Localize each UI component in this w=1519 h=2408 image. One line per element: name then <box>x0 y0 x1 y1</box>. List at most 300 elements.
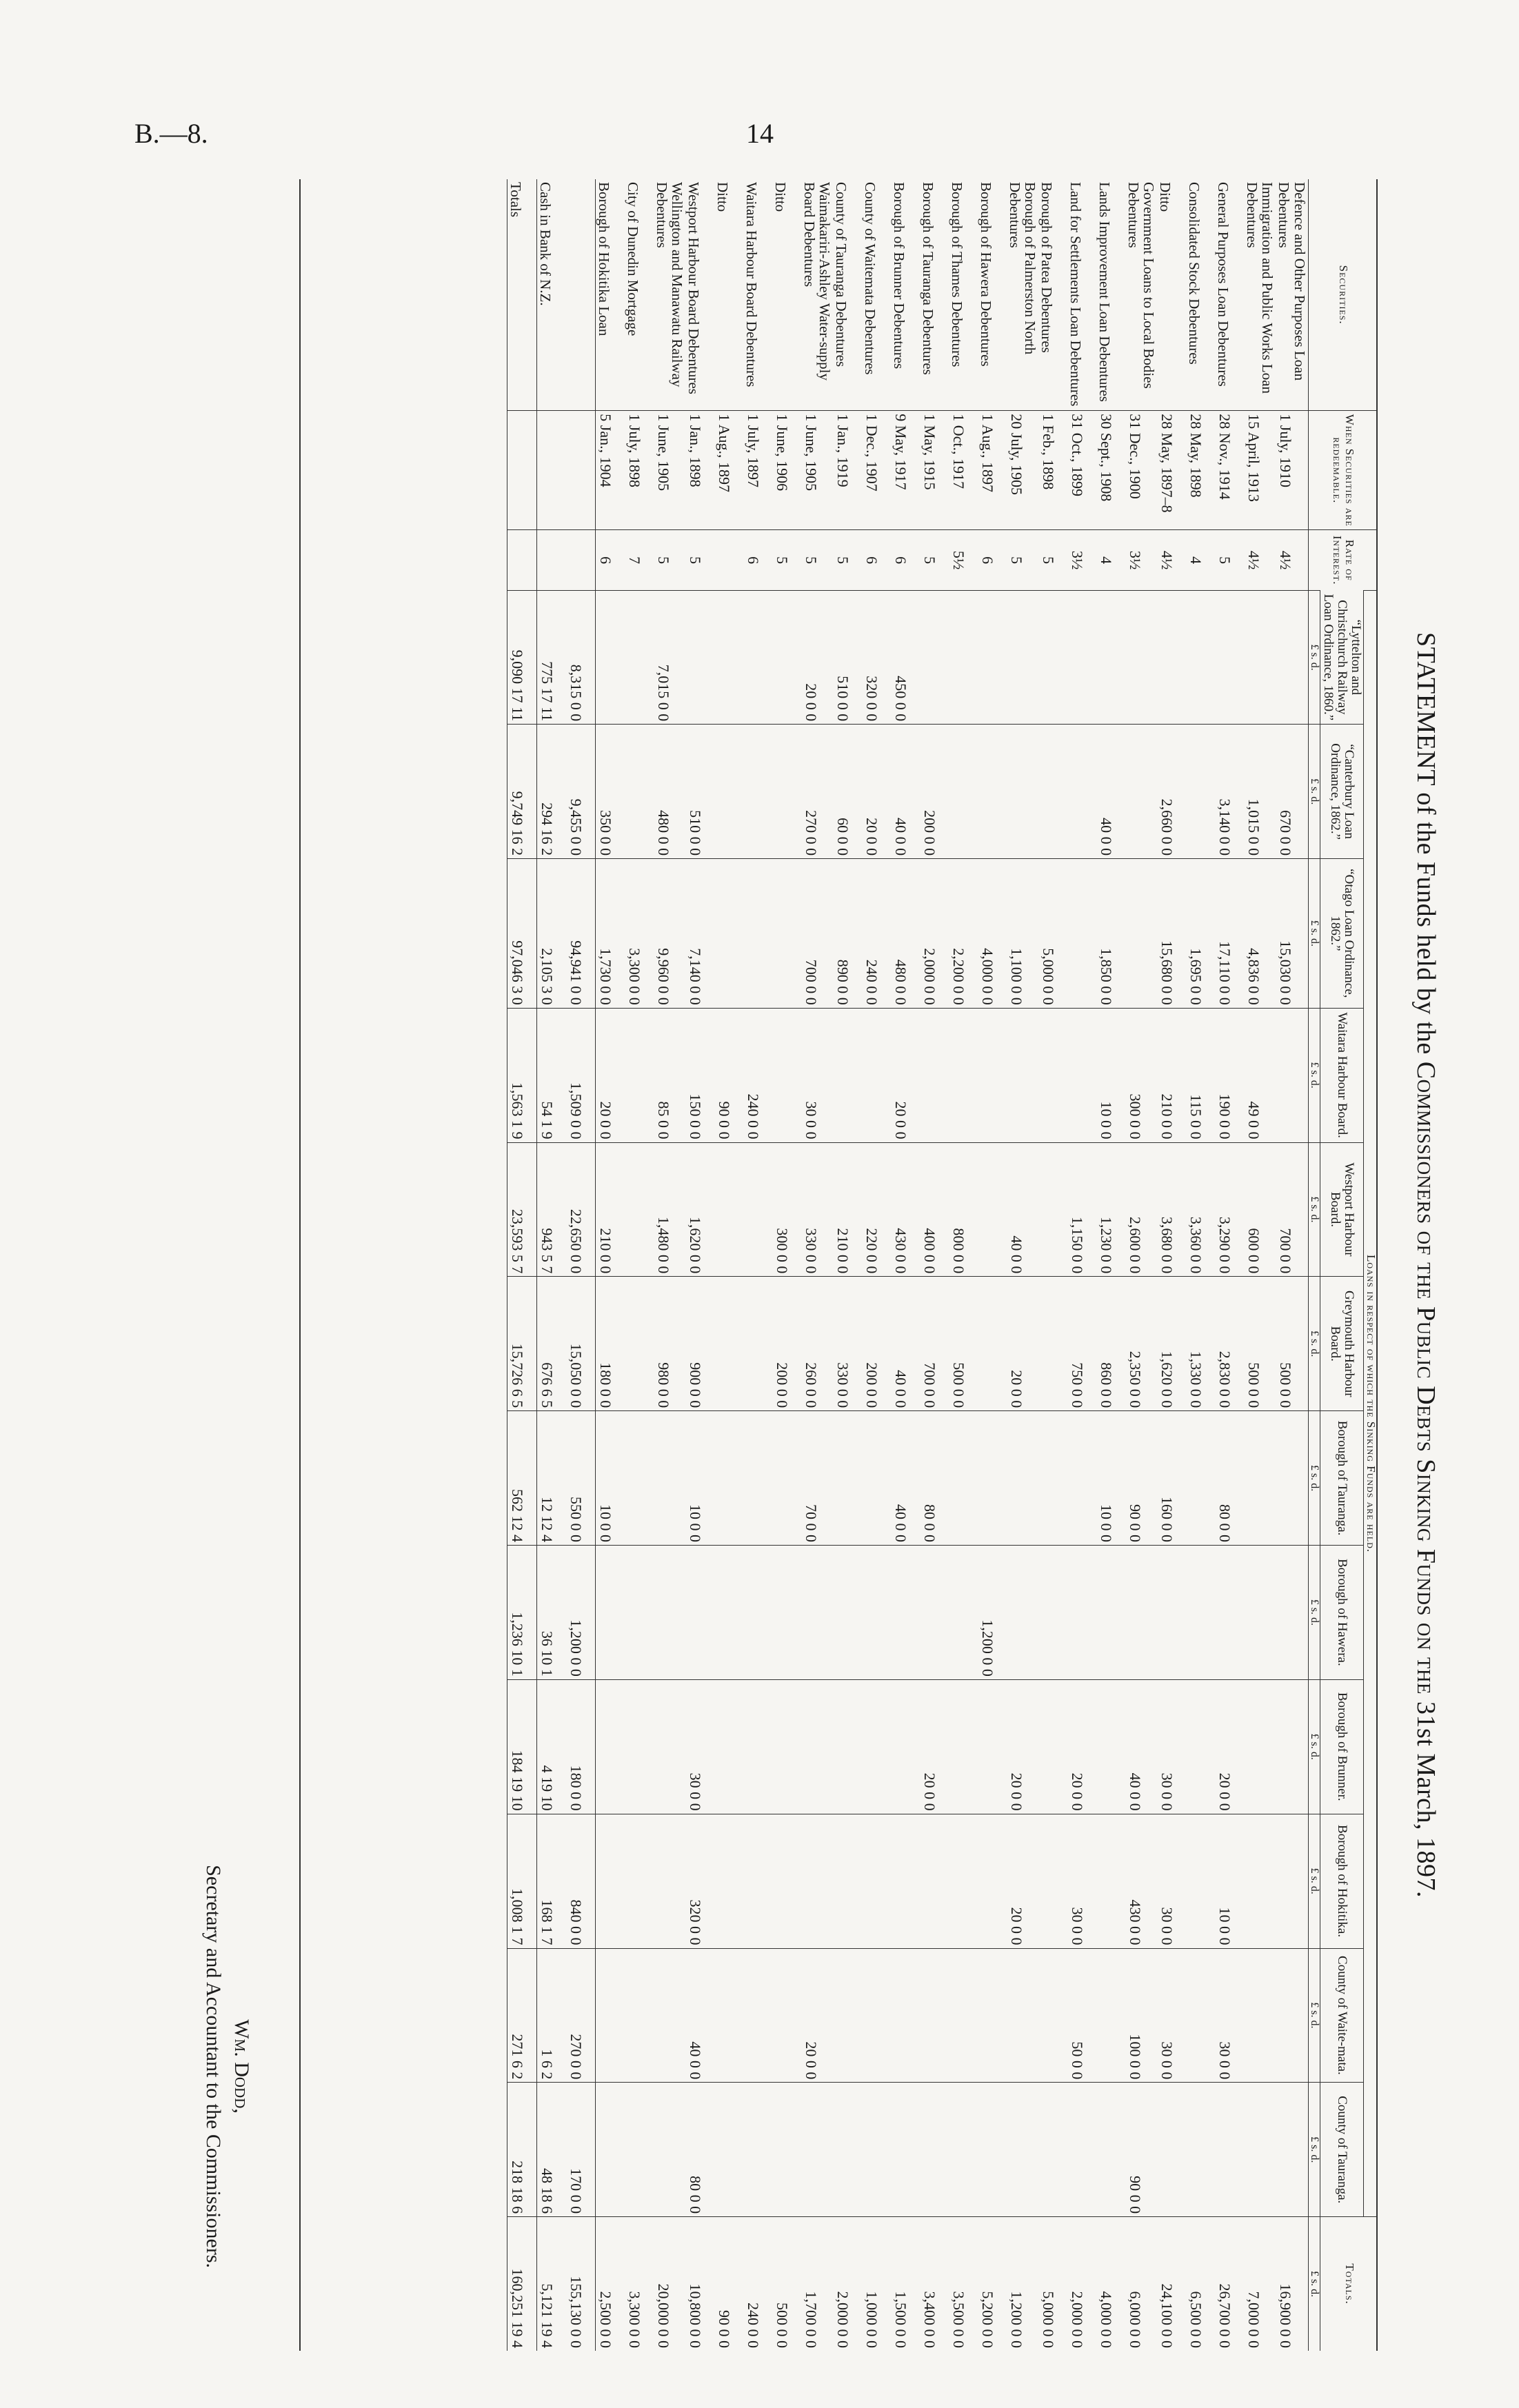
loan-amount <box>1157 591 1186 725</box>
loan-amount <box>801 2083 833 2217</box>
redeemable-date: 1 Jan., 1898 <box>685 411 714 530</box>
loan-amount <box>714 1948 743 2083</box>
loan-amount <box>801 1546 833 1680</box>
loan-amount: 80 0 0 <box>920 1411 949 1546</box>
loan-amount: 3,300 0 0 <box>625 859 654 1009</box>
loan-amount <box>920 2083 949 2217</box>
loan-amount <box>1096 1814 1125 1948</box>
loan-amount <box>1067 725 1096 859</box>
row-total: 2,500 0 0 <box>595 2217 625 2351</box>
loan-amount <box>685 1546 714 1680</box>
loan-amount <box>1038 725 1067 859</box>
loan-amount: 860 0 0 <box>1096 1277 1125 1411</box>
redeemable-date: 1 June, 1905 <box>654 411 685 530</box>
loan-amount <box>949 2083 978 2217</box>
loan-amount <box>1007 1411 1038 1546</box>
security-name: Ditto <box>772 182 789 212</box>
loan-amount: 900 0 0 <box>685 1277 714 1411</box>
loan-amount: 184 19 10 <box>507 1679 536 1814</box>
loan-amount <box>949 1546 978 1680</box>
loan-amount: 22,650 0 0 <box>566 1142 596 1277</box>
loan-amount <box>743 1411 772 1546</box>
loan-amount <box>772 859 801 1009</box>
row-total: 3,400 0 0 <box>920 2217 949 2351</box>
loan-amount <box>595 591 625 725</box>
security-name <box>566 179 596 411</box>
loan-amount: 3,140 0 0 <box>1215 725 1244 859</box>
loan-amount: 300 0 0 <box>1125 1008 1157 1142</box>
unit-label: £ s. d. <box>1308 1814 1320 1948</box>
loan-amount: 750 0 0 <box>1067 1277 1096 1411</box>
table-row <box>833 179 862 2351</box>
loan-amount: 48 18 6 <box>536 2083 566 2217</box>
col-totals: Totals. <box>1320 2217 1378 2351</box>
unit-label: £ s. d. <box>1308 859 1320 1009</box>
loan-amount: 1,730 0 0 <box>595 859 625 1009</box>
security-name: Waitara Harbour Board Debentures <box>743 182 761 387</box>
loan-amount <box>654 1546 685 1680</box>
loan-amount <box>743 859 772 1009</box>
security-name: Land for Settlements Loan Debentures <box>1067 182 1085 407</box>
unit-label: £ s. d. <box>1308 1679 1320 1814</box>
loan-amount: 800 0 0 <box>949 1142 978 1277</box>
interest-rate: 6 <box>743 530 772 591</box>
loan-amount <box>743 1277 772 1411</box>
loan-amount <box>743 2083 772 2217</box>
title-lead: STATEMENT of the Funds held by the <box>1411 631 1440 1055</box>
table-row <box>566 179 596 2351</box>
loan-amount <box>1276 1546 1308 1680</box>
row-total: 1,000 0 0 <box>862 2217 891 2351</box>
table-row <box>1186 179 1215 2351</box>
loan-amount <box>772 591 801 725</box>
loan-amount: 180 0 0 <box>595 1277 625 1411</box>
loan-amount: 562 12 4 <box>507 1411 536 1546</box>
loan-amount <box>772 2083 801 2217</box>
loan-amount <box>862 1546 891 1680</box>
loan-amount: 943 5 7 <box>536 1142 566 1277</box>
loan-amount: 3,360 0 0 <box>1186 1142 1215 1277</box>
redeemable-date: 1 Oct., 1917 <box>949 411 978 530</box>
row-total: 24,100 0 0 <box>1157 2217 1186 2351</box>
loan-amount: 15,050 0 0 <box>566 1277 596 1411</box>
loan-amount <box>1125 1546 1157 1680</box>
loan-amount: 94,941 0 0 <box>566 859 596 1009</box>
col-loan-3: Waitara Harbour Board. <box>1320 1008 1364 1142</box>
loan-amount <box>654 1679 685 1814</box>
loan-amount <box>1186 1814 1215 1948</box>
interest-rate: 4 <box>1186 530 1215 591</box>
interest-rate <box>566 530 596 591</box>
loan-amount: 500 0 0 <box>949 1277 978 1411</box>
unit-label: £ s. d. <box>1308 1948 1320 2083</box>
loan-amount: 168 1 7 <box>536 1814 566 1948</box>
loan-amount: 5,000 0 0 <box>1038 859 1067 1009</box>
loan-amount: 2,000 0 0 <box>920 859 949 1009</box>
security-name: Borough of Tauranga Debentures <box>920 182 937 375</box>
loan-amount <box>1038 1277 1067 1411</box>
loan-amount <box>920 1814 949 1948</box>
loan-amount: 30 0 0 <box>685 1679 714 1814</box>
loan-amount <box>949 725 978 859</box>
loan-amount: 40 0 0 <box>1007 1142 1038 1277</box>
loan-amount <box>862 1008 891 1142</box>
row-total: 3,500 0 0 <box>949 2217 978 2351</box>
loan-amount <box>743 1948 772 2083</box>
loan-amount <box>949 1411 978 1546</box>
loan-amount <box>743 1142 772 1277</box>
loan-amount <box>1007 591 1038 725</box>
loan-amount: 1,509 0 0 <box>566 1008 596 1142</box>
loan-amount: 20 0 0 <box>1007 1814 1038 1948</box>
loan-amount: 100 0 0 <box>1125 1948 1157 2083</box>
security-name: Borough of Hawera Debentures <box>978 182 995 367</box>
page-reference: B.—8. <box>134 118 208 149</box>
redeemable-date: 20 July, 1905 <box>1007 411 1038 530</box>
row-total: 10,800 0 0 <box>685 2217 714 2351</box>
loan-amount: 30 0 0 <box>1157 1948 1186 2083</box>
security-name: County of Tauranga Debentures <box>833 182 850 367</box>
loan-amount <box>833 1948 862 2083</box>
security-name: County of Waitemata Debentures <box>862 182 879 375</box>
loan-amount: 550 0 0 <box>566 1411 596 1546</box>
loan-amount <box>1067 1008 1096 1142</box>
loan-amount: 890 0 0 <box>833 859 862 1009</box>
security-name: Wellington and Manawatu Railway Debentures <box>654 182 686 387</box>
table-row <box>801 179 833 2351</box>
loan-amount: 9,455 0 0 <box>566 725 596 859</box>
table-row <box>625 179 654 2351</box>
interest-rate: 6 <box>595 530 625 591</box>
loan-amount: 90 0 0 <box>714 1008 743 1142</box>
loan-amount <box>743 1546 772 1680</box>
loan-amount <box>714 725 743 859</box>
table-row <box>949 179 978 2351</box>
redeemable-date: 9 May, 1917 <box>891 411 920 530</box>
redeemable-date: 31 Oct., 1899 <box>1067 411 1096 530</box>
loan-amount <box>714 2083 743 2217</box>
loan-amount <box>1007 1546 1038 1680</box>
loan-amount <box>1276 2083 1308 2217</box>
security-name: City of Dunedin Mortgage <box>625 182 642 336</box>
loan-amount <box>1096 2083 1125 2217</box>
loan-amount <box>978 1411 1007 1546</box>
loan-amount <box>801 1814 833 1948</box>
redeemable-date: 31 Dec., 1900 <box>1125 411 1157 530</box>
loan-amount <box>1186 1411 1215 1546</box>
security-name: Waimakariri-Ashley Water-supply Board Debentures <box>801 182 834 381</box>
loan-amount <box>1067 1546 1096 1680</box>
loan-amount: 15,726 6 5 <box>507 1277 536 1411</box>
loan-amount <box>714 1277 743 1411</box>
interest-rate: 4½ <box>1276 530 1308 591</box>
loan-amount <box>1007 2083 1038 2217</box>
loan-amount: 30 0 0 <box>1215 1948 1244 2083</box>
loan-amount <box>1007 1008 1038 1142</box>
loan-amount: 54 1 9 <box>536 1008 566 1142</box>
loan-amount <box>920 1948 949 2083</box>
table-row <box>1215 179 1244 2351</box>
loan-amount: 1,200 0 0 <box>566 1546 596 1680</box>
loan-amount: 40 0 0 <box>891 1411 920 1546</box>
loan-amount: 20 0 0 <box>891 1008 920 1142</box>
loan-amount: 9,749 16 2 <box>507 725 536 859</box>
loan-amount <box>625 1948 654 2083</box>
loan-amount <box>1186 591 1215 725</box>
statement-title <box>1411 179 1441 2351</box>
row-total: 155,130 0 0 <box>566 2217 596 2351</box>
loan-amount <box>1186 1948 1215 2083</box>
loan-amount <box>920 1008 949 1142</box>
loan-amount: 600 0 0 <box>1244 1142 1276 1277</box>
loan-amount <box>654 1948 685 2083</box>
table-row <box>891 179 920 2351</box>
col-loan-7: Borough of Hawera. <box>1320 1546 1364 1680</box>
loan-amount: 20 0 0 <box>801 591 833 725</box>
loan-amount: 400 0 0 <box>920 1142 949 1277</box>
loan-amount: 1,008 1 7 <box>507 1814 536 1948</box>
loan-amount: 2,350 0 0 <box>1125 1277 1157 1411</box>
loan-amount <box>595 2083 625 2217</box>
loan-amount: 210 0 0 <box>833 1142 862 1277</box>
loan-amount: 450 0 0 <box>891 591 920 725</box>
loan-amount <box>625 1679 654 1814</box>
row-total: 5,200 0 0 <box>978 2217 1007 2351</box>
loan-amount <box>1038 1008 1067 1142</box>
table-row <box>1244 179 1276 2351</box>
table-row <box>1038 179 1067 2351</box>
row-total: 3,300 0 0 <box>625 2217 654 2351</box>
redeemable-date: 30 Sept., 1908 <box>1096 411 1125 530</box>
interest-rate: 4 <box>1096 530 1125 591</box>
loan-amount <box>772 1546 801 1680</box>
redeemable-date: 28 Nov., 1914 <box>1215 411 1244 530</box>
loan-amount: 20 0 0 <box>1215 1679 1244 1814</box>
loan-amount: 20 0 0 <box>1007 1277 1038 1411</box>
loan-amount <box>978 725 1007 859</box>
loan-amount <box>1067 2083 1096 2217</box>
loan-amount <box>1244 2083 1276 2217</box>
loan-amount <box>862 1948 891 2083</box>
loan-amount: 90 0 0 <box>1125 2083 1157 2217</box>
unit-label: £ s. d. <box>1308 1546 1320 1680</box>
rotated-statement <box>131 179 1441 2351</box>
loan-amount <box>1276 1679 1308 1814</box>
redeemable-date: 1 July, 1897 <box>743 411 772 530</box>
unit-label: £ s. d. <box>1308 725 1320 859</box>
interest-rate: 5 <box>920 530 949 591</box>
loan-amount: 320 0 0 <box>862 591 891 725</box>
table-row <box>714 179 743 2351</box>
redeemable-date: 1 Feb., 1898 <box>1038 411 1067 530</box>
redeemable-date: 28 May, 1897–8 <box>1157 411 1186 530</box>
loan-amount <box>862 1679 891 1814</box>
loan-amount: 10 0 0 <box>595 1411 625 1546</box>
redeemable-date: 1 July, 1898 <box>625 411 654 530</box>
loan-amount <box>743 725 772 859</box>
interest-rate: 5 <box>1007 530 1038 591</box>
loan-amount <box>891 1679 920 1814</box>
loan-amount <box>625 1814 654 1948</box>
loan-amount <box>714 859 743 1009</box>
loan-amount: 1,200 0 0 <box>978 1546 1007 1680</box>
loan-amount: 1,015 0 0 <box>1244 725 1276 859</box>
row-total: 5,121 19 4 <box>536 2217 566 2351</box>
loan-amount <box>978 1142 1007 1277</box>
redeemable-date: 1 May, 1915 <box>920 411 949 530</box>
loan-amount <box>1186 1546 1215 1680</box>
unit-label: £ s. d. <box>1308 1277 1320 1411</box>
loan-amount <box>625 591 654 725</box>
loan-amount: 15,030 0 0 <box>1276 859 1308 1009</box>
interest-rate: 7 <box>625 530 654 591</box>
loan-amount <box>1038 2083 1067 2217</box>
loan-amount: 7,015 0 0 <box>654 591 685 725</box>
unit-label: £ s. d. <box>1308 1142 1320 1277</box>
loan-amount <box>772 725 801 859</box>
loan-amount: 700 0 0 <box>1276 1142 1308 1277</box>
loan-amount: 676 6 5 <box>536 1277 566 1411</box>
table-row <box>507 179 536 2351</box>
loan-amount <box>1038 1546 1067 1680</box>
loan-amount <box>714 1814 743 1948</box>
loan-amount: 500 0 0 <box>1244 1277 1276 1411</box>
loan-amount: 980 0 0 <box>654 1277 685 1411</box>
loan-amount: 7,140 0 0 <box>685 859 714 1009</box>
table-row <box>685 179 714 2351</box>
loan-amount <box>714 1411 743 1546</box>
loan-amount <box>1276 1948 1308 2083</box>
loan-amount <box>625 1142 654 1277</box>
loan-amount: 271 6 2 <box>507 1948 536 2083</box>
loan-amount <box>625 2083 654 2217</box>
table-row <box>1067 179 1096 2351</box>
loan-amount: 180 0 0 <box>566 1679 596 1814</box>
loan-amount <box>625 1411 654 1546</box>
loan-amount <box>743 1679 772 1814</box>
loan-amount: 510 0 0 <box>833 591 862 725</box>
loan-amount <box>978 1948 1007 2083</box>
loan-amount: 200 0 0 <box>772 1277 801 1411</box>
loan-amount <box>949 1814 978 1948</box>
unit-label: £ s. d. <box>1308 1411 1320 1546</box>
loan-amount <box>1276 1008 1308 1142</box>
row-total: 5,000 0 0 <box>1038 2217 1067 2351</box>
interest-rate: 5½ <box>949 530 978 591</box>
loan-amount <box>1038 1814 1067 1948</box>
loan-amount: 1 6 2 <box>536 1948 566 2083</box>
loan-amount <box>1244 1411 1276 1546</box>
signatory-title: Secretary and Accountant to the Commissioners. <box>202 1865 225 2268</box>
loan-amount: 220 0 0 <box>862 1142 891 1277</box>
loan-amount: 115 0 0 <box>1186 1008 1215 1142</box>
loan-amount: 240 0 0 <box>862 859 891 1009</box>
loan-amount <box>833 1411 862 1546</box>
sinking-funds-table <box>507 179 1378 2351</box>
loan-amount <box>1038 1679 1067 1814</box>
table-row <box>1276 179 1308 2351</box>
loan-amount <box>1007 725 1038 859</box>
loan-amount: 430 0 0 <box>1125 1814 1157 1948</box>
loan-amount: 20 0 0 <box>1007 1679 1038 1814</box>
table-row <box>1007 179 1038 2351</box>
loan-amount: 160 0 0 <box>1157 1411 1186 1546</box>
loan-amount <box>1067 591 1096 725</box>
loan-amount: 10 0 0 <box>1096 1008 1125 1142</box>
loan-amount: 23,593 5 7 <box>507 1142 536 1277</box>
loan-amount <box>1096 1679 1125 1814</box>
loan-amount: 1,236 10 1 <box>507 1546 536 1680</box>
col-loan-0: “Lyttelton and Christchurch Railway Loan Ordinance, 1860.” <box>1320 591 1364 725</box>
col-securities: Securities. <box>1308 179 1378 411</box>
table-row <box>772 179 801 2351</box>
table-row <box>536 179 566 2351</box>
loan-amount: 40 0 0 <box>1096 725 1125 859</box>
loan-amount: 320 0 0 <box>685 1814 714 1948</box>
title-date: 31st March, 1897. <box>1411 1701 1440 1899</box>
loan-amount: 4 19 10 <box>536 1679 566 1814</box>
loan-amount: 20 0 0 <box>1067 1679 1096 1814</box>
loan-amount: 2,200 0 0 <box>949 859 978 1009</box>
loan-amount <box>1244 1679 1276 1814</box>
loan-amount <box>714 1142 743 1277</box>
interest-rate: 5 <box>685 530 714 591</box>
loan-amount <box>833 1814 862 1948</box>
unit-label: £ s. d. <box>1308 2083 1320 2217</box>
loan-amount <box>1244 591 1276 725</box>
loan-amount: 20 0 0 <box>801 1948 833 2083</box>
loan-amount <box>833 1546 862 1680</box>
redeemable-date: 1 Dec., 1907 <box>862 411 891 530</box>
redeemable-date <box>507 411 536 530</box>
security-name: Consolidated Stock Debentures <box>1186 182 1203 365</box>
loan-amount <box>1096 591 1125 725</box>
row-total: 4,000 0 0 <box>1096 2217 1125 2351</box>
interest-rate: 5 <box>772 530 801 591</box>
col-loan-1: “Canterbury Loan Ordinance, 1862.” <box>1320 725 1364 859</box>
loan-amount: 10 0 0 <box>1096 1411 1125 1546</box>
loan-amount: 40 0 0 <box>1125 1679 1157 1814</box>
loan-amount <box>772 1814 801 1948</box>
loan-amount <box>1276 591 1308 725</box>
interest-rate: 5 <box>801 530 833 591</box>
security-name: Westport Harbour Board Debentures <box>685 182 703 394</box>
row-total: 16,900 0 0 <box>1276 2217 1308 2351</box>
loan-amount: 70 0 0 <box>801 1411 833 1546</box>
loan-amount: 210 0 0 <box>1157 1008 1186 1142</box>
loan-amount: 20 0 0 <box>920 1679 949 1814</box>
loan-amount: 85 0 0 <box>654 1008 685 1142</box>
loan-amount <box>891 1546 920 1680</box>
col-loan-9: Borough of Hokitika. <box>1320 1814 1364 1948</box>
loan-amount: 10 0 0 <box>1215 1814 1244 1948</box>
loan-amount <box>1215 2083 1244 2217</box>
redeemable-date: 1 Jan., 1919 <box>833 411 862 530</box>
interest-rate: 3½ <box>1067 530 1096 591</box>
loan-amount <box>891 1948 920 2083</box>
loan-amount: 17,110 0 0 <box>1215 859 1244 1009</box>
loan-amount: 3,290 0 0 <box>1215 1142 1244 1277</box>
security-name: Borough of Palmerston North Debentures <box>1007 182 1039 355</box>
loan-amount: 1,480 0 0 <box>654 1142 685 1277</box>
loan-amount: 2,660 0 0 <box>1157 725 1186 859</box>
loan-amount <box>1038 591 1067 725</box>
interest-rate: 3½ <box>1125 530 1157 591</box>
loan-amount <box>978 1814 1007 1948</box>
loan-amount <box>1157 2083 1186 2217</box>
loan-amount <box>654 1411 685 1546</box>
security-name: Borough of Patea Debentures <box>1038 182 1056 353</box>
